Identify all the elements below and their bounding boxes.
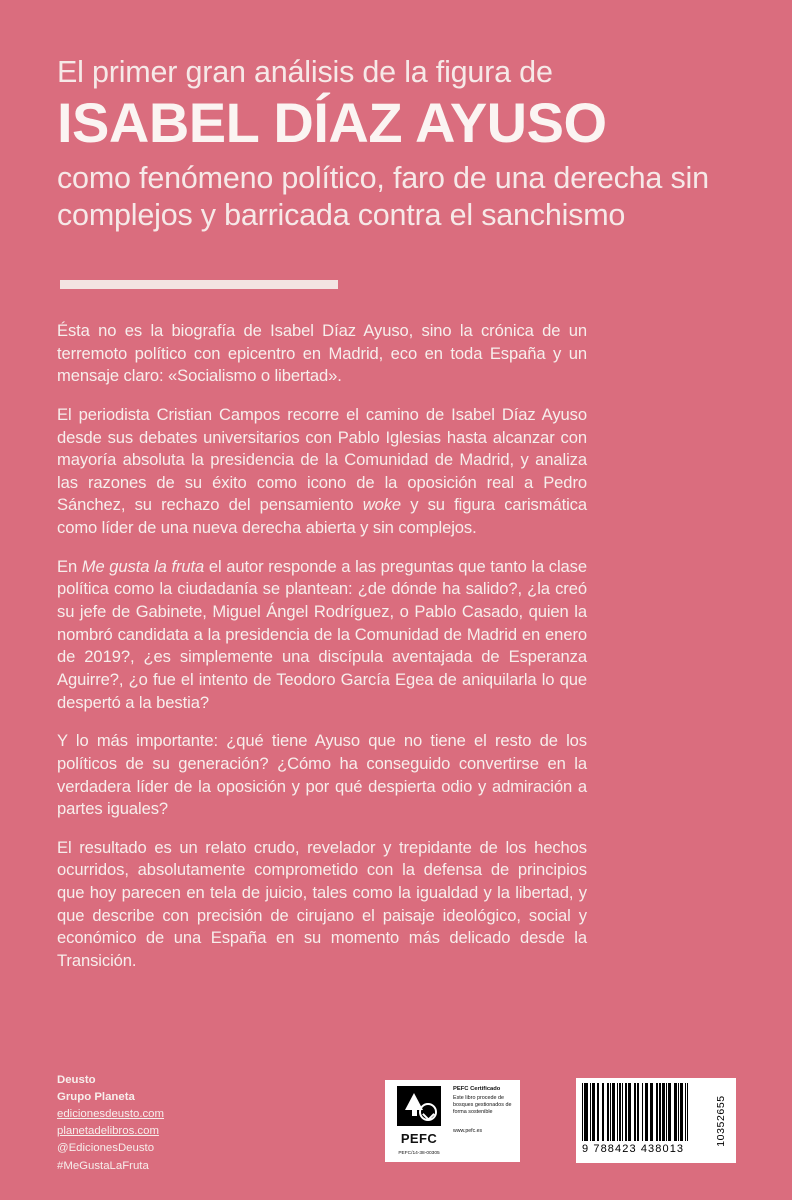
italic-title: Me gusta la fruta (81, 556, 205, 576)
blurb-text (57, 320, 587, 973)
headline-block (57, 55, 717, 234)
pefc-text-column (446, 1086, 513, 1156)
pefc-wordmark: PEFC (400, 1130, 438, 1146)
barcode-digits: 9 788423 438013 (582, 1143, 685, 1155)
planeta-website-link[interactable]: planetadelibros.com (57, 1125, 159, 1138)
pefc-url: www.pefc.es (453, 1127, 483, 1134)
imprint-block (57, 1072, 297, 1175)
blurb-paragraph: Y lo más importante: ¿qué tiene Ayuso que no tiene el resto de los políticos de su generación? ¿Cómo ha conseguido convertirse en la verdadera líder de la oposición y por qué despierta odio y admiración a partes iguales? (57, 731, 587, 819)
publisher-group: Grupo Planeta (57, 1091, 135, 1104)
barcode-block (576, 1078, 736, 1163)
pefc-code: PEFC/14-38-00305 (398, 1151, 440, 1156)
barcode-main (576, 1078, 706, 1163)
barcode-bars (582, 1083, 702, 1141)
pefc-certification-box (385, 1080, 520, 1162)
social-handle[interactable]: @EdicionesDeusto (57, 1142, 155, 1155)
blurb-paragraph: El periodista Cristian Campos recorre el camino de Isabel Díaz Ayuso desde sus debates universitarios con Pablo Iglesias hasta alcanzar con mayoría absoluta la presidencia de la Comunidad de Madrid, y analiza las razones de su éxito como icono de la oposición real a Pedro Sánchez, su rechazo del pensamiento woke y su figura carismática como líder de una nueva derecha abierta y sin complejos. (57, 404, 588, 538)
divider (60, 280, 338, 289)
italic-term-woke: woke (362, 495, 402, 515)
pefc-tree-icon (397, 1086, 441, 1126)
blurb-paragraph: El resultado es un relato crudo, revelador y trepidante de los hechos ocurridos, absolutamente comprometido con la defensa de principios que hoy parecen en tela de juicio, tales como la igualdad y la libertad, y que describe con precisión de cirujano el paisaje ideológico, social y económico de una España en su momento más delicado desde la Transición. (57, 837, 587, 971)
blurb-paragraph: Ésta no es la biografía de Isabel Díaz Ayuso, sino la crónica de un terremoto político con epicentro en Madrid, eco en toda España y un mensaje claro: «Socialismo o libertad». (57, 321, 587, 386)
pefc-logo-column (392, 1086, 446, 1156)
pefc-description: Este libro procede de bosques gestionados de forma sostenible (453, 1095, 512, 1115)
barcode-side-code: 10352655 (715, 1094, 727, 1147)
barcode-side-code-area (706, 1078, 736, 1163)
publisher-website-link[interactable]: edicionesdeusto.com (57, 1108, 165, 1121)
publisher-name: Deusto (57, 1074, 96, 1086)
hashtag[interactable]: #MeGustaLaFruta (57, 1159, 149, 1172)
pefc-title: PEFC Certificado (453, 1086, 501, 1092)
headline-subject-name: ISABEL DÍAZ AYUSO (57, 91, 607, 155)
headline-line-3: como fenómeno político, faro de una derecha sin complejos y barricada contra el sanchismo (57, 160, 709, 232)
blurb-paragraph: En Me gusta la fruta el autor responde a las preguntas que tanto la clase política como la ciudadanía se plantean: ¿de dónde ha salido?, ¿la creó su jefe de Gabinete, Miguel Ángel Rodríguez, o Pablo Casado, quien la nombró candidata a la presidencia de la Comunidad de Madrid en enero de 2019?, ¿es simplemente una discípula aventajada de Esperanza Aguirre?, ¿o fue el intento de Teodoro García Egea de aniquilarla lo que despertó a la bestia? (57, 556, 588, 712)
headline-line-1: El primer gran análisis de la figura de (57, 55, 553, 89)
